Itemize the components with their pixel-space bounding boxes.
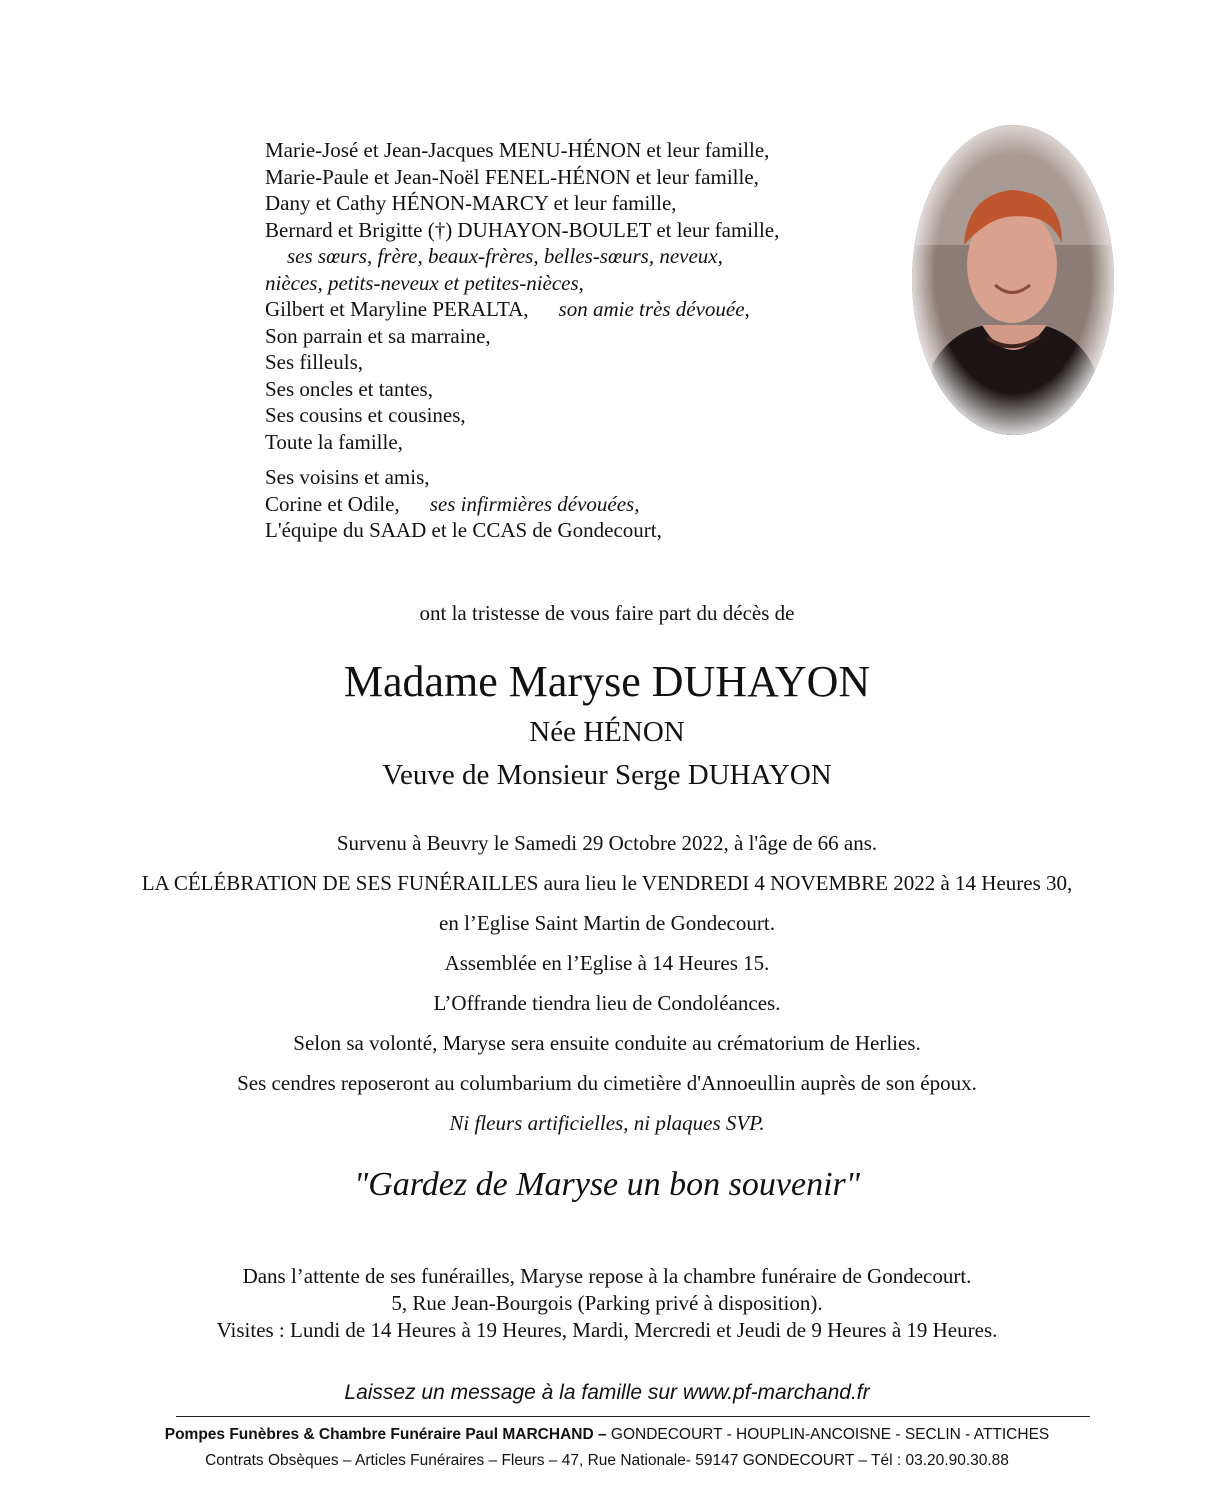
company-towns: GONDECOURT - HOUPLIN-ANCOISNE - SECLIN - ATTICHES — [606, 1426, 1050, 1443]
family-line: ses sœurs, frère, beaux-frères, belles-sœurs, neveux, — [287, 244, 723, 268]
detail-line: Assemblée en l’Eglise à 14 Heures 15. — [444, 951, 770, 975]
condolence-message-link[interactable]: Laissez un message à la famille sur www.pf-marchand.fr — [344, 1381, 870, 1404]
footer-line-company — [0, 1426, 1214, 1444]
nurses-line — [265, 491, 885, 518]
nurses-names: Corine et Odile, — [265, 491, 400, 516]
detail-line: L’Offrande tiendra lieu de Condoléances. — [433, 991, 781, 1015]
wait-line: Dans l’attente de ses funérailles, Maryse repose à la chambre funéraire de Gondecourt. — [242, 1264, 972, 1288]
widow-of: Veuve de Monsieur Serge DUHAYON — [382, 759, 832, 791]
family-line: Bernard et Brigitte (†) DUHAYON-BOULET et leur famille, — [265, 217, 780, 242]
funeral-home-info — [0, 1263, 1214, 1344]
wait-line: 5, Rue Jean-Bourgois (Parking privé à disposition). — [391, 1291, 823, 1315]
peralta-line — [265, 296, 885, 323]
relative-line: Ses oncles et tantes, — [265, 376, 433, 401]
no-flowers-note: Ni fleurs artificielles, ni plaques SVP. — [449, 1111, 765, 1135]
family-line: Marie-Paule et Jean-Noël FENEL-HÉNON et leur famille, — [265, 164, 759, 189]
footer-divider — [176, 1416, 1090, 1417]
peralta-names: Gilbert et Maryline PERALTA, — [265, 297, 529, 321]
relative-line: Toute la famille, — [265, 429, 403, 454]
nurses-role: ses infirmières dévouées, — [429, 491, 640, 516]
relative-line: Son parrain et sa marraine, — [265, 323, 491, 348]
peralta-end: , — [744, 297, 750, 321]
deceased-name: Madame Maryse DUHAYON — [343, 657, 871, 706]
detail-line: en l’Eglise Saint Martin de Gondecourt. — [439, 911, 775, 935]
portrait-illustration — [912, 125, 1114, 435]
portrait-photo — [912, 125, 1114, 435]
memorial-quote: "Gardez de Maryse un bon souvenir" — [353, 1166, 861, 1203]
footer-line-contact: Contrats Obsèques – Articles Funéraires – Fleurs – 47, Rue Nationale- 59147 GONDECOURT – Tél : 03.20.90.30.88 — [205, 1452, 1009, 1469]
peralta-role: son amie très dévouée — [558, 297, 745, 321]
relative-line: Ses filleuls, — [265, 350, 363, 374]
saad-line: L'équipe du SAAD et le CCAS de Gondecourt, — [265, 518, 662, 542]
family-line: Dany et Cathy HÉNON-MARCY et leur famille, — [265, 191, 677, 215]
family-line: nièces, petits-neveux et petites-nièces, — [265, 270, 584, 295]
detail-line: Ses cendres reposeront au columbarium du cimetière d'Annoeullin auprès de son époux. — [237, 1071, 977, 1095]
family-block — [265, 137, 885, 544]
neighbours-line: Ses voisins et amis, — [265, 465, 430, 489]
announcement-intro: ont la tristesse de vous faire part du décès de — [419, 601, 795, 625]
wait-line: Visites : Lundi de 14 Heures à 19 Heures, Mardi, Mercredi et Jeudi de 9 Heures à 19 Heures. — [216, 1318, 998, 1342]
detail-line: Selon sa volonté, Maryse sera ensuite conduite au crématorium de Herlies. — [293, 1031, 921, 1055]
detail-line: Survenu à Beuvry le Samedi 29 Octobre 2022, à l'âge de 66 ans. — [336, 831, 878, 855]
maiden-name: Née HÉNON — [529, 716, 685, 748]
family-line: Marie-José et Jean-Jacques MENU-HÉNON et leur famille, — [265, 138, 770, 162]
detail-line: LA CÉLÉBRATION DE SES FUNÉRAILLES aura lieu le VENDREDI 4 NOVEMBRE 2022 à 14 Heures 30, — [141, 871, 1073, 895]
relative-line: Ses cousins et cousines, — [265, 403, 466, 427]
company-name: Pompes Funèbres & Chambre Funéraire Paul MARCHAND – — [164, 1426, 607, 1443]
